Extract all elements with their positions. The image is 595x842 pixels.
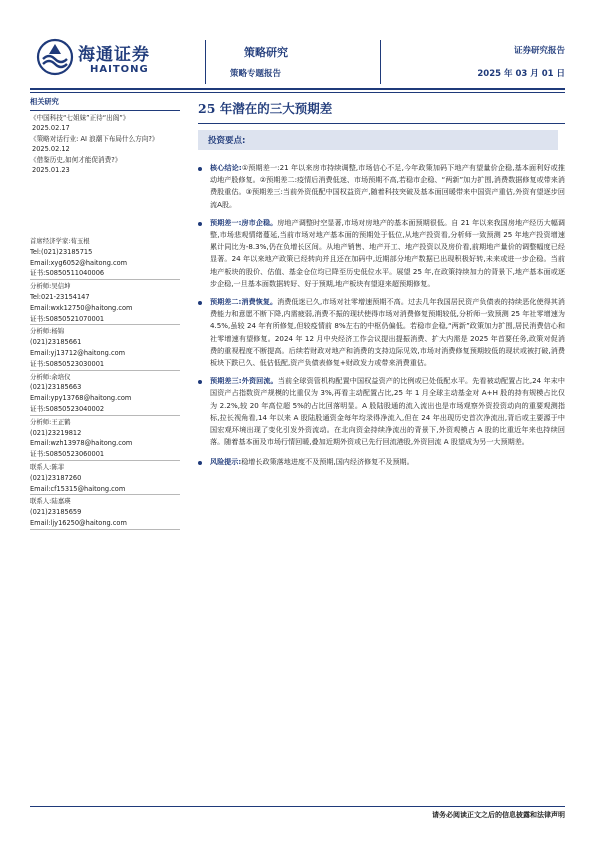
bullet-icon	[198, 461, 202, 465]
footer-disclaimer: 请务必阅读正文之后的信息披露和法律声明	[432, 811, 565, 819]
key-point-lead: 预期差三:外资回流。	[210, 376, 278, 386]
analyst-name: 分析师:杨锦	[30, 327, 65, 336]
key-point-lead: 预期差一:房市企稳。	[210, 217, 278, 227]
logo-english-text: HAITONG	[90, 64, 149, 75]
key-point-lead: 预期差二:消费恢复。	[210, 297, 278, 307]
analyst-email[interactable]: Email:ljy16250@haitong.com	[30, 518, 127, 527]
key-point	[198, 296, 565, 369]
header-divider	[380, 40, 381, 84]
related-list	[30, 113, 180, 176]
key-point-lead: 风险提示:	[210, 457, 242, 467]
title-rule	[198, 123, 565, 124]
company-logo	[30, 38, 190, 80]
risk-warning	[198, 456, 565, 468]
analyst-cert: 证书:S0850511040006	[30, 269, 105, 278]
header-rule	[30, 88, 565, 90]
report-subcategory: 策略专题报告	[230, 69, 282, 79]
header-rule-thin	[30, 92, 565, 93]
key-point-text: ①预期差一:21 年以来房市持续调整,市场信心不足,今年政策加码下地产有望量价企稳,基本面利好或推动地产股修复。②预期差二:疫情后消费低迷、市场预期不高,若稳市企稳、“两新”加力扩围,消费数据修复或带来消费股重估。③预期差三:当前外资低配中国权益资产,随着科技突破及基本面回暖带来中国资产重估,外资有望逐步回流A股。	[210, 163, 565, 209]
key-point-text: 消费低迷已久,市场对社零增速预期不高。过去几年我国居民资产负债表的持续恶化使得其消费能力和意愿不断下降,内需疲弱,消费不振的现状使得市场对消费修复预期较低,分析师一致预测 25 年社零增速为 4.5%,虽较 24 年有所修复,但较疫情前 8%左右的中枢仍偏低。若稳市企稳,“两新”政策加力扩围,居民消费信心和社零增速有望修复。2024 年 12 月中央经济工作会议提出提振消费、扩大内需是 2025 年首要任务,政策对促消费的重视程度不断提高。后续若财政对地产和消费的支持边际见效,市场对消费修复预期较低的现状或被打破,消费板块下跌已久、低估低配,资产负债表修复+财政发力或带来消费重估。	[210, 297, 565, 368]
key-point	[198, 375, 565, 448]
analyst-email[interactable]: Email:yj13712@haitong.com	[30, 348, 126, 357]
footer-rule	[30, 806, 565, 807]
section-title: 投资要点:	[208, 136, 246, 146]
related-item-date: 2025.02.12	[32, 145, 70, 153]
analyst-name: 首席经济学家:荀玉根	[30, 237, 90, 245]
related-item-date: 2025.01.23	[32, 166, 70, 174]
analyst-card	[30, 235, 180, 280]
key-point-text: 当前全球资管机构配置中国权益资产的比例或已处低配水平。先看被动配置占比,24 年末中国资产占指数资产规模的比重仅为 3%,再看主动配置占比,25 年 1 月全球主动基金对 A+H 股的持有规模占比仅为 2.2%,较 20 年高位超 5%的占比回落明显。A 股陆股通的流入流出也是市场观察外资投资动向的重要观测指标,拉长视角看,14 年以来 A 股陆股通资金每年均录得净流入,但在 24 年出现历史首次净流出,背后或主要源于中国宏观环境出现了变化引发外资流动。在北向资金持续净流出的背景下,外资观模占 A 股的比重近年来也持续回落。随着基本面及市场行情回暖,叠加近期外资或已先行回流港股,外资回流 A 股望成为另一大预期差。	[210, 376, 565, 447]
key-point-text: 稳增长政策落地进度不及预期,国内经济修复不及预期。	[241, 457, 414, 467]
bullet-icon	[198, 222, 202, 226]
related-research	[30, 97, 180, 176]
analyst-card	[30, 461, 180, 495]
related-item[interactable]	[30, 134, 180, 155]
analyst-email[interactable]: Email:wzh13978@haitong.com	[30, 439, 133, 448]
page-title: 25 年潜在的三大预期差	[198, 101, 333, 116]
bullet-icon	[198, 301, 202, 305]
related-item-title: 《中国科技“七姐妹”正待“出阁”》	[30, 113, 130, 122]
analyst-card	[30, 495, 180, 529]
logo-emblem-icon	[36, 38, 74, 76]
analyst-email[interactable]: Email:cf15315@haitong.com	[30, 484, 126, 493]
analyst-tel: (021)23185663	[30, 383, 82, 392]
analyst-name: 联系人:陆嘉瑛	[30, 497, 71, 506]
related-item[interactable]	[30, 113, 180, 134]
analyst-name: 分析师:吴信坤	[30, 282, 71, 291]
related-item-date: 2025.02.17	[32, 124, 70, 132]
analyst-email[interactable]: Email:xyg6052@haitong.com	[30, 258, 128, 267]
bullet-icon	[198, 167, 202, 171]
report-category: 策略研究	[244, 46, 288, 59]
analyst-cert: 证书:S0850523040002	[30, 404, 105, 413]
related-item[interactable]	[30, 155, 180, 176]
report-type: 证券研究报告	[513, 46, 565, 56]
key-point	[198, 217, 565, 290]
analyst-tel: (021)23187260	[30, 473, 82, 482]
analyst-tel: Tel:021-23154147	[30, 292, 90, 301]
analyst-name: 分析师:余培仪	[30, 372, 71, 381]
related-research-heading: 相关研究	[30, 97, 180, 111]
analyst-tel: Tel:(021)23185715	[30, 247, 93, 256]
analyst-card	[30, 325, 180, 370]
analyst-card	[30, 416, 180, 461]
analyst-card	[30, 280, 180, 325]
analyst-tel: (021)23185659	[30, 508, 82, 517]
analyst-name: 联系人:陈菲	[30, 462, 65, 471]
analyst-cert: 证书:S0850523060001	[30, 450, 105, 459]
analyst-cert: 证书:S0850523030001	[30, 359, 105, 368]
logo-chinese-text: 海通证券	[78, 45, 150, 65]
key-point-text: 房地产调整时空显著,市场对房地产的基本面预期很低。自 21 年以来我国房地产经历大幅调整,市场悲观情绪蔓延,当前市场对地产基本面的预期处于低位,从地产投资看,分析师一致预测 25 年地产投资增速累计同比为-8.3%,仍在负增长区间。从地产销售、地产开工、地产投资以及房价看,前期地产量价的调整幅度已经显著。24 年以来地产政策已经转向并且还在加码中,近期部分地产数据已出现积极好转,未来或进一步企稳。当前地产板块的股价、估值、基金仓位均已降至历史低位水平。展望 25 年,在政策持续加力的背景下,地产基本面或逐步企稳,一旦基本面数据转好、好于预期,地产板块有望迎来超预期修复。	[210, 217, 565, 288]
section-header	[198, 130, 558, 150]
analyst-email[interactable]: Email:wxk12750@haitong.com	[30, 303, 133, 312]
analyst-email[interactable]: Email:ypy13768@haitong.com	[30, 394, 132, 403]
related-item-title: 《策略对话行业: AI 浪潮下布局什么方向?》	[30, 134, 159, 143]
key-point-lead: 核心结论:	[210, 163, 242, 172]
bullet-icon	[198, 380, 202, 384]
report-header	[30, 30, 565, 86]
analyst-name: 分析师:王正鹤	[30, 417, 71, 426]
analyst-tel: (021)23219812	[30, 428, 82, 437]
related-item-title: 《借鉴历史,如何才能促消费?》	[30, 155, 122, 164]
header-divider	[205, 40, 206, 84]
analyst-list	[30, 235, 180, 530]
report-date: 2025 年 03 月 01 日	[477, 69, 565, 79]
report-body	[198, 95, 565, 469]
analyst-tel: (021)23185661	[30, 338, 82, 347]
analyst-card	[30, 371, 180, 416]
analyst-cert: 证书:S0850521070001	[30, 314, 105, 323]
key-point	[198, 162, 565, 211]
